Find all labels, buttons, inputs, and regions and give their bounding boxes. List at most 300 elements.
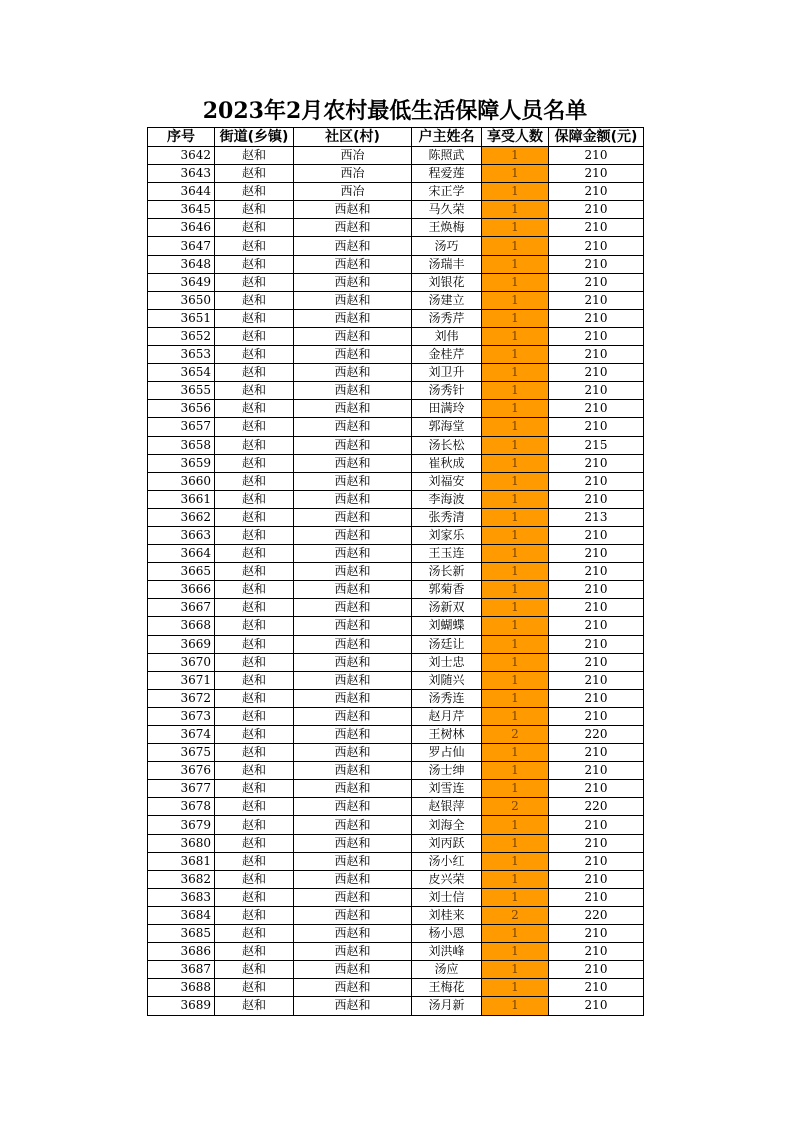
table-row [148, 309, 644, 327]
table-row [148, 671, 644, 689]
count-cell: 1 [482, 291, 549, 309]
serial-cell: 3665 [148, 563, 215, 581]
community-cell: 西赵和 [294, 689, 412, 707]
amount-cell: 210 [549, 472, 644, 490]
community-cell: 西赵和 [294, 599, 412, 617]
serial-cell: 3655 [148, 382, 215, 400]
table-row [148, 834, 644, 852]
street-cell: 赵和 [215, 707, 294, 725]
amount-cell: 210 [549, 707, 644, 725]
community-cell: 西赵和 [294, 888, 412, 906]
householder-cell: 田满玲 [412, 400, 482, 418]
street-cell: 赵和 [215, 635, 294, 653]
table-row [148, 472, 644, 490]
community-cell: 西赵和 [294, 707, 412, 725]
street-cell: 赵和 [215, 834, 294, 852]
householder-cell: 刘随兴 [412, 671, 482, 689]
count-cell: 1 [482, 689, 549, 707]
table-row [148, 762, 644, 780]
count-cell: 1 [482, 997, 549, 1015]
table-row [148, 906, 644, 924]
community-cell: 西赵和 [294, 545, 412, 563]
amount-cell: 210 [549, 834, 644, 852]
street-cell: 赵和 [215, 472, 294, 490]
serial-cell: 3666 [148, 581, 215, 599]
serial-cell: 3688 [148, 979, 215, 997]
householder-cell: 赵银萍 [412, 798, 482, 816]
count-cell: 1 [482, 762, 549, 780]
amount-cell: 210 [549, 689, 644, 707]
householder-cell: 汤秀芹 [412, 309, 482, 327]
street-cell: 赵和 [215, 888, 294, 906]
amount-cell: 210 [549, 961, 644, 979]
community-cell: 西赵和 [294, 508, 412, 526]
serial-cell: 3663 [148, 526, 215, 544]
street-cell: 赵和 [215, 309, 294, 327]
amount-cell: 220 [549, 906, 644, 924]
amount-cell: 210 [549, 400, 644, 418]
table-row [148, 327, 644, 345]
count-cell: 1 [482, 418, 549, 436]
table-row [148, 726, 644, 744]
street-cell: 赵和 [215, 997, 294, 1015]
street-cell: 赵和 [215, 925, 294, 943]
serial-cell: 3661 [148, 490, 215, 508]
count-cell: 1 [482, 201, 549, 219]
count-cell: 1 [482, 472, 549, 490]
amount-cell: 210 [549, 617, 644, 635]
householder-cell: 崔秋成 [412, 454, 482, 472]
community-cell: 西赵和 [294, 309, 412, 327]
count-cell: 1 [482, 490, 549, 508]
header-row [148, 128, 644, 147]
community-cell: 西赵和 [294, 581, 412, 599]
amount-cell: 210 [549, 816, 644, 834]
header-count: 享受人数 [482, 128, 549, 147]
serial-cell: 3683 [148, 888, 215, 906]
community-cell: 西赵和 [294, 834, 412, 852]
beneficiary-table [147, 127, 644, 1016]
table-row [148, 925, 644, 943]
amount-cell: 210 [549, 671, 644, 689]
householder-cell: 汤廷让 [412, 635, 482, 653]
community-cell: 西赵和 [294, 961, 412, 979]
street-cell: 赵和 [215, 671, 294, 689]
serial-cell: 3650 [148, 291, 215, 309]
count-cell: 2 [482, 798, 549, 816]
community-cell: 西赵和 [294, 436, 412, 454]
householder-cell: 王焕梅 [412, 219, 482, 237]
street-cell: 赵和 [215, 726, 294, 744]
amount-cell: 210 [549, 346, 644, 364]
householder-cell: 刘银花 [412, 273, 482, 291]
amount-cell: 210 [549, 762, 644, 780]
count-cell: 1 [482, 888, 549, 906]
amount-cell: 210 [549, 545, 644, 563]
serial-cell: 3668 [148, 617, 215, 635]
table-row [148, 382, 644, 400]
street-cell: 赵和 [215, 508, 294, 526]
count-cell: 1 [482, 979, 549, 997]
amount-cell: 210 [549, 997, 644, 1015]
community-cell: 西赵和 [294, 219, 412, 237]
table-row [148, 364, 644, 382]
street-cell: 赵和 [215, 382, 294, 400]
table-row [148, 291, 644, 309]
count-cell: 1 [482, 508, 549, 526]
amount-cell: 220 [549, 798, 644, 816]
count-cell: 1 [482, 364, 549, 382]
community-cell: 西赵和 [294, 346, 412, 364]
serial-cell: 3685 [148, 925, 215, 943]
serial-cell: 3658 [148, 436, 215, 454]
amount-cell: 210 [549, 635, 644, 653]
street-cell: 赵和 [215, 219, 294, 237]
community-cell: 西赵和 [294, 273, 412, 291]
community-cell: 西赵和 [294, 671, 412, 689]
serial-cell: 3657 [148, 418, 215, 436]
street-cell: 赵和 [215, 852, 294, 870]
householder-cell: 汤月新 [412, 997, 482, 1015]
count-cell: 1 [482, 707, 549, 725]
count-cell: 1 [482, 400, 549, 418]
householder-cell: 刘雪连 [412, 780, 482, 798]
serial-cell: 3646 [148, 219, 215, 237]
serial-cell: 3686 [148, 943, 215, 961]
householder-cell: 刘蝴蝶 [412, 617, 482, 635]
community-cell: 西赵和 [294, 943, 412, 961]
street-cell: 赵和 [215, 165, 294, 183]
community-cell: 西赵和 [294, 382, 412, 400]
count-cell: 1 [482, 870, 549, 888]
street-cell: 赵和 [215, 744, 294, 762]
count-cell: 1 [482, 671, 549, 689]
count-cell: 1 [482, 454, 549, 472]
serial-cell: 3651 [148, 309, 215, 327]
amount-cell: 210 [549, 219, 644, 237]
amount-cell: 210 [549, 237, 644, 255]
serial-cell: 3675 [148, 744, 215, 762]
street-cell: 赵和 [215, 418, 294, 436]
header-amount: 保障金额(元) [549, 128, 644, 147]
amount-cell: 210 [549, 418, 644, 436]
table-row [148, 526, 644, 544]
serial-cell: 3648 [148, 255, 215, 273]
householder-cell: 汤秀连 [412, 689, 482, 707]
count-cell: 1 [482, 744, 549, 762]
count-cell: 1 [482, 147, 549, 165]
serial-cell: 3677 [148, 780, 215, 798]
amount-cell: 210 [549, 490, 644, 508]
amount-cell: 210 [549, 201, 644, 219]
amount-cell: 210 [549, 183, 644, 201]
householder-cell: 程爱莲 [412, 165, 482, 183]
table-row [148, 346, 644, 364]
amount-cell: 210 [549, 273, 644, 291]
householder-cell: 杨小恩 [412, 925, 482, 943]
table-row [148, 545, 644, 563]
header-community: 社区(村) [294, 128, 412, 147]
householder-cell: 刘福安 [412, 472, 482, 490]
serial-cell: 3647 [148, 237, 215, 255]
serial-cell: 3653 [148, 346, 215, 364]
community-cell: 西赵和 [294, 744, 412, 762]
count-cell: 1 [482, 436, 549, 454]
community-cell: 西赵和 [294, 454, 412, 472]
street-cell: 赵和 [215, 291, 294, 309]
community-cell: 西冶 [294, 165, 412, 183]
count-cell: 1 [482, 526, 549, 544]
table-row [148, 816, 644, 834]
count-cell: 1 [482, 327, 549, 345]
table-row [148, 255, 644, 273]
community-cell: 西赵和 [294, 925, 412, 943]
table-row [148, 581, 644, 599]
table-row [148, 400, 644, 418]
householder-cell: 刘卫升 [412, 364, 482, 382]
table-row [148, 689, 644, 707]
count-cell: 1 [482, 219, 549, 237]
householder-cell: 王梅花 [412, 979, 482, 997]
community-cell: 西赵和 [294, 490, 412, 508]
community-cell: 西赵和 [294, 979, 412, 997]
table-row [148, 454, 644, 472]
serial-cell: 3645 [148, 201, 215, 219]
serial-cell: 3654 [148, 364, 215, 382]
serial-cell: 3687 [148, 961, 215, 979]
community-cell: 西赵和 [294, 816, 412, 834]
street-cell: 赵和 [215, 327, 294, 345]
table-row [148, 635, 644, 653]
amount-cell: 210 [549, 454, 644, 472]
community-cell: 西冶 [294, 183, 412, 201]
street-cell: 赵和 [215, 147, 294, 165]
householder-cell: 汤应 [412, 961, 482, 979]
table-row [148, 780, 644, 798]
community-cell: 西赵和 [294, 906, 412, 924]
community-cell: 西赵和 [294, 237, 412, 255]
householder-cell: 汤秀针 [412, 382, 482, 400]
street-cell: 赵和 [215, 526, 294, 544]
community-cell: 西赵和 [294, 400, 412, 418]
serial-cell: 3681 [148, 852, 215, 870]
count-cell: 1 [482, 617, 549, 635]
householder-cell: 汤巧 [412, 237, 482, 255]
table-row [148, 599, 644, 617]
count-cell: 1 [482, 581, 549, 599]
serial-cell: 3680 [148, 834, 215, 852]
community-cell: 西赵和 [294, 255, 412, 273]
table-row [148, 201, 644, 219]
amount-cell: 210 [549, 255, 644, 273]
street-cell: 赵和 [215, 563, 294, 581]
header-street: 街道(乡镇) [215, 128, 294, 147]
table-body [148, 147, 644, 1016]
street-cell: 赵和 [215, 870, 294, 888]
table-row [148, 617, 644, 635]
householder-cell: 刘家乐 [412, 526, 482, 544]
table-row [148, 418, 644, 436]
householder-cell: 汤新双 [412, 599, 482, 617]
street-cell: 赵和 [215, 545, 294, 563]
table-row [148, 798, 644, 816]
amount-cell: 210 [549, 382, 644, 400]
count-cell: 1 [482, 165, 549, 183]
amount-cell: 210 [549, 888, 644, 906]
amount-cell: 210 [549, 327, 644, 345]
amount-cell: 210 [549, 943, 644, 961]
householder-cell: 刘海全 [412, 816, 482, 834]
count-cell: 1 [482, 834, 549, 852]
householder-cell: 汤小红 [412, 852, 482, 870]
count-cell: 1 [482, 183, 549, 201]
householder-cell: 张秀清 [412, 508, 482, 526]
community-cell: 西赵和 [294, 327, 412, 345]
table-row [148, 237, 644, 255]
table-row [148, 852, 644, 870]
serial-cell: 3644 [148, 183, 215, 201]
amount-cell: 210 [549, 852, 644, 870]
community-cell: 西赵和 [294, 201, 412, 219]
count-cell: 1 [482, 382, 549, 400]
householder-cell: 汤瑞丰 [412, 255, 482, 273]
serial-cell: 3660 [148, 472, 215, 490]
count-cell: 1 [482, 635, 549, 653]
community-cell: 西赵和 [294, 635, 412, 653]
serial-cell: 3656 [148, 400, 215, 418]
serial-cell: 3679 [148, 816, 215, 834]
table-row [148, 563, 644, 581]
table-row [148, 147, 644, 165]
serial-cell: 3649 [148, 273, 215, 291]
count-cell: 1 [482, 346, 549, 364]
serial-cell: 3642 [148, 147, 215, 165]
count-cell: 1 [482, 925, 549, 943]
serial-cell: 3673 [148, 707, 215, 725]
community-cell: 西赵和 [294, 870, 412, 888]
amount-cell: 210 [549, 309, 644, 327]
amount-cell: 210 [549, 744, 644, 762]
table-row [148, 997, 644, 1015]
householder-cell: 王玉连 [412, 545, 482, 563]
amount-cell: 210 [549, 653, 644, 671]
community-cell: 西赵和 [294, 852, 412, 870]
amount-cell: 210 [549, 563, 644, 581]
serial-cell: 3667 [148, 599, 215, 617]
table-row [148, 653, 644, 671]
street-cell: 赵和 [215, 255, 294, 273]
table-row [148, 961, 644, 979]
header-serial: 序号 [148, 128, 215, 147]
householder-cell: 郭海堂 [412, 418, 482, 436]
householder-cell: 金桂芹 [412, 346, 482, 364]
street-cell: 赵和 [215, 183, 294, 201]
serial-cell: 3689 [148, 997, 215, 1015]
count-cell: 1 [482, 309, 549, 327]
count-cell: 2 [482, 726, 549, 744]
community-cell: 西赵和 [294, 526, 412, 544]
street-cell: 赵和 [215, 762, 294, 780]
street-cell: 赵和 [215, 273, 294, 291]
count-cell: 1 [482, 852, 549, 870]
community-cell: 西赵和 [294, 762, 412, 780]
street-cell: 赵和 [215, 961, 294, 979]
street-cell: 赵和 [215, 237, 294, 255]
amount-cell: 210 [549, 599, 644, 617]
count-cell: 1 [482, 816, 549, 834]
serial-cell: 3684 [148, 906, 215, 924]
community-cell: 西赵和 [294, 563, 412, 581]
householder-cell: 刘伟 [412, 327, 482, 345]
community-cell: 西冶 [294, 147, 412, 165]
street-cell: 赵和 [215, 454, 294, 472]
householder-cell: 马久荣 [412, 201, 482, 219]
amount-cell: 210 [549, 581, 644, 599]
householder-cell: 罗占仙 [412, 744, 482, 762]
header-householder: 户主姓名 [412, 128, 482, 147]
serial-cell: 3669 [148, 635, 215, 653]
count-cell: 1 [482, 237, 549, 255]
amount-cell: 210 [549, 147, 644, 165]
serial-cell: 3659 [148, 454, 215, 472]
serial-cell: 3672 [148, 689, 215, 707]
table-row [148, 744, 644, 762]
amount-cell: 213 [549, 508, 644, 526]
count-cell: 2 [482, 906, 549, 924]
count-cell: 1 [482, 563, 549, 581]
street-cell: 赵和 [215, 490, 294, 508]
serial-cell: 3678 [148, 798, 215, 816]
street-cell: 赵和 [215, 943, 294, 961]
street-cell: 赵和 [215, 780, 294, 798]
community-cell: 西赵和 [294, 726, 412, 744]
householder-cell: 陈照武 [412, 147, 482, 165]
amount-cell: 210 [549, 870, 644, 888]
amount-cell: 215 [549, 436, 644, 454]
street-cell: 赵和 [215, 798, 294, 816]
serial-cell: 3682 [148, 870, 215, 888]
street-cell: 赵和 [215, 816, 294, 834]
table-row [148, 979, 644, 997]
serial-cell: 3662 [148, 508, 215, 526]
householder-cell: 王树林 [412, 726, 482, 744]
householder-cell: 汤建立 [412, 291, 482, 309]
table-row [148, 943, 644, 961]
community-cell: 西赵和 [294, 472, 412, 490]
street-cell: 赵和 [215, 581, 294, 599]
street-cell: 赵和 [215, 436, 294, 454]
street-cell: 赵和 [215, 617, 294, 635]
street-cell: 赵和 [215, 346, 294, 364]
street-cell: 赵和 [215, 364, 294, 382]
amount-cell: 210 [549, 979, 644, 997]
serial-cell: 3671 [148, 671, 215, 689]
table-row [148, 273, 644, 291]
householder-cell: 宋正学 [412, 183, 482, 201]
community-cell: 西赵和 [294, 617, 412, 635]
count-cell: 1 [482, 255, 549, 273]
amount-cell: 220 [549, 726, 644, 744]
count-cell: 1 [482, 545, 549, 563]
householder-cell: 皮兴荣 [412, 870, 482, 888]
street-cell: 赵和 [215, 979, 294, 997]
table-row [148, 183, 644, 201]
serial-cell: 3652 [148, 327, 215, 345]
count-cell: 1 [482, 653, 549, 671]
community-cell: 西赵和 [294, 418, 412, 436]
amount-cell: 210 [549, 165, 644, 183]
community-cell: 西赵和 [294, 364, 412, 382]
